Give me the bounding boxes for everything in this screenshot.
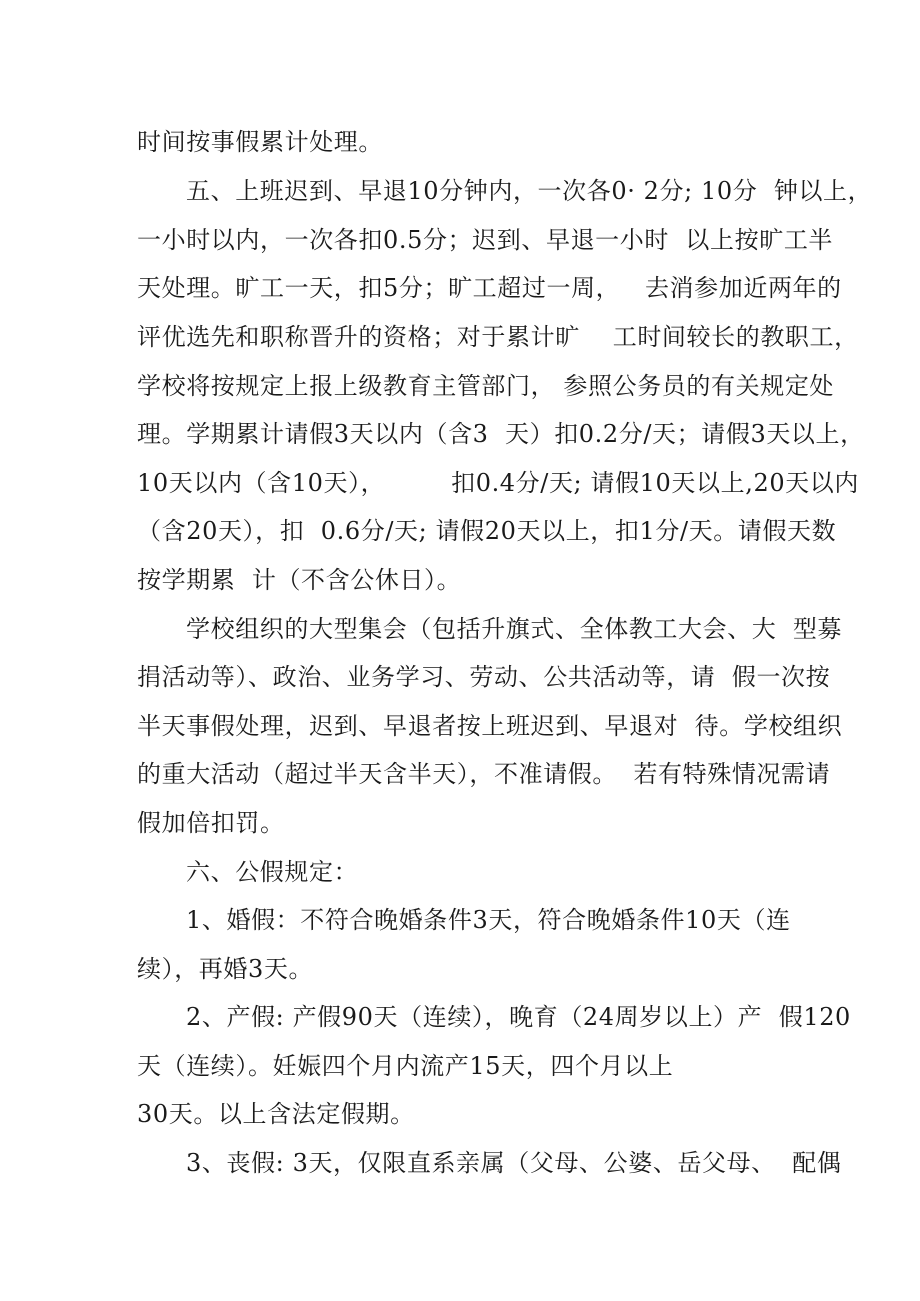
text-line: 按学期累 计（不含公休日）。 [137, 566, 462, 594]
text-line: 假加倍扣罚。 [137, 809, 285, 837]
text-line: 3、丧假: 3天，仅限直系亲属（父母、公婆、岳父母、 配偶 [186, 1149, 842, 1177]
text-line: 学校将按规定上报上级教育主管部门， 参照公务员的有关规定处 [137, 372, 835, 400]
text-line: 学校组织的大型集会（包括升旗式、全体教工大会、大 型募 [186, 615, 843, 643]
text-line: 10天以内（含10天）， 扣0.4分/天; 请假10天以上,20天以内 [137, 469, 859, 497]
text-line: 六、公假规定： [186, 858, 359, 886]
text-line: 的重大活动（超过半天含半天），不准请假。 若有特殊情况需请 [137, 760, 831, 788]
text-line: 1、婚假：不符合晚婚条件3天，符合晚婚条件10天（连 [186, 906, 791, 934]
text-line: 天处理。旷工一天，扣5分；旷工超过一周， 去消参加近两年的 [137, 274, 842, 302]
text-line: 五、上班迟到、早退10分钟内，一次各0· 2分; 10分 钟以上， [186, 177, 873, 205]
text-line: 半天事假处理，迟到、早退者按上班迟到、早退对 待。学校组织 [137, 712, 843, 740]
text-line: 续），再婚3天。 [137, 955, 314, 983]
text-line: 30天。以上含法定假期。 [137, 1100, 415, 1128]
text-line: 时间按事假累计处理。 [137, 128, 383, 156]
text-line: 天（连续）。妊娠四个月内流产15天，四个月以上 [137, 1052, 674, 1080]
text-line: 理。学期累计请假3天以内（含3 天）扣0.2分/天；请假3天以上， [137, 420, 865, 448]
text-line: （含20天），扣 0.6分/天; 请假20天以上，扣1分/天。请假天数 [137, 517, 837, 545]
text-line: 评优选先和职称晋升的资格；对于累计旷 工时间较长的教职工， [137, 323, 859, 351]
text-line: 2、产假: 产假90天（连续），晚育（24周岁以上）产 假120 [186, 1003, 851, 1031]
text-line: 一小时以内，一次各扣0.5分；迟到、早退一小时 以上按旷工半 [137, 226, 834, 254]
text-line: 捐活动等）、政治、业务学习、劳动、公共活动等，请 假一次按 [137, 663, 831, 691]
